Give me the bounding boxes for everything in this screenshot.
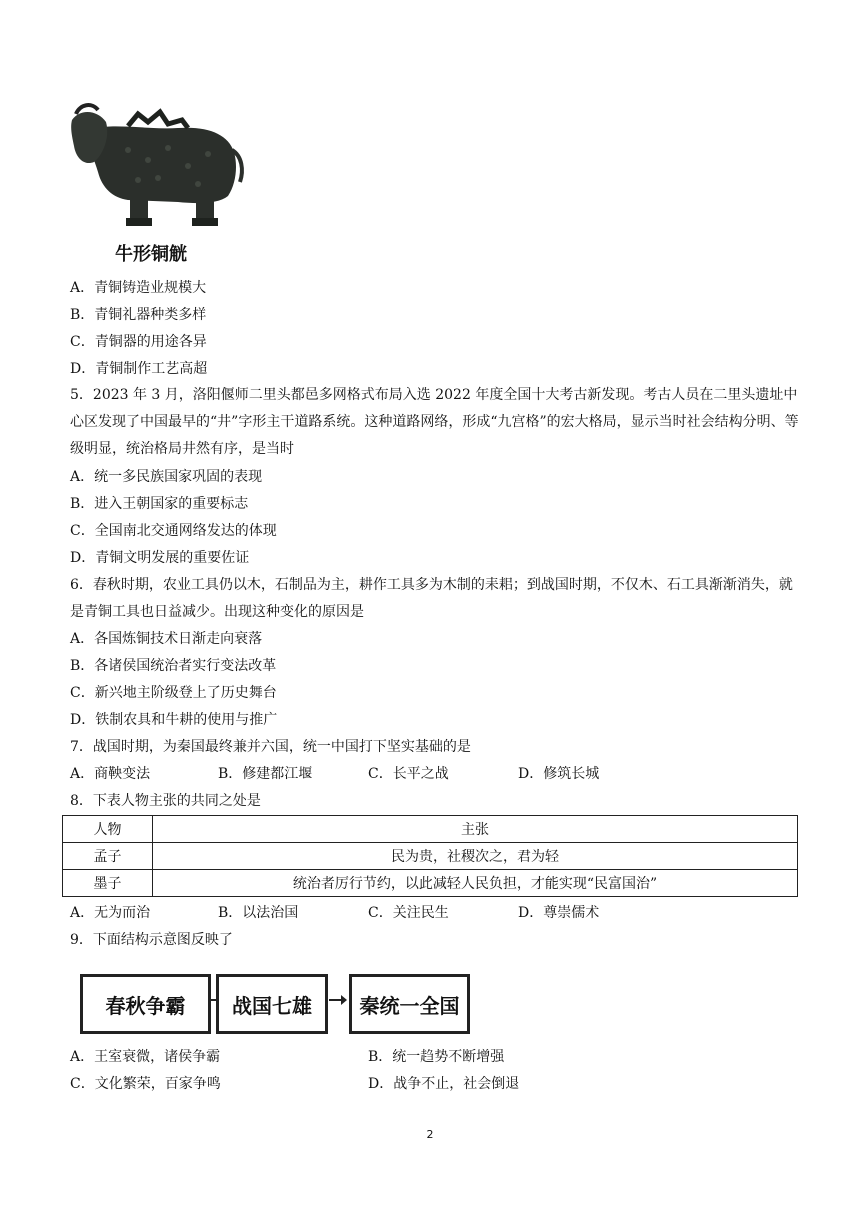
- q8-option-a: A．无为而治: [70, 905, 151, 921]
- table-row: [63, 843, 798, 870]
- q9-option-a: A．王室衰微，诸侯争霸: [70, 1049, 221, 1065]
- q9-stem: 9．下面结构示意图反映了: [70, 932, 233, 948]
- q5-option-b: B．进入王朝国家的重要标志: [70, 496, 249, 512]
- q9-option-d: D．战争不止，社会倒退: [368, 1076, 520, 1092]
- page-number: 2: [426, 1128, 434, 1141]
- table-header-row: [63, 816, 798, 843]
- q9-option-b: B．统一趋势不断增强: [368, 1049, 505, 1065]
- ox-vessel-image: [68, 100, 248, 235]
- q5-stem: 5．2023 年 3 月，洛阳偃师二里头都邑多网格式布局入选 2022 年度全国十大考古新发现。考古人员在二里头遗址中心区发现了中国最早的“井”字形主干道路系统。这种道路网络，形成“九宫格”的宏大格局，显示当时社会结构分明、等级明显，统治格局井然有序，是当时: [70, 387, 799, 457]
- arrow-right-icon: [329, 990, 347, 1010]
- q4-option-c: C．青铜器的用途各异: [70, 334, 207, 350]
- q4-option-a: A．青铜铸造业规模大: [70, 280, 207, 296]
- q8-option-c: C．关注民生: [368, 905, 449, 921]
- table-cell-person: 墨子: [63, 870, 153, 897]
- q6-option-d: D．铁制农具和牛耕的使用与推广: [70, 712, 278, 728]
- q5-option-a: A．统一多民族国家巩固的表现: [70, 469, 263, 485]
- figure-caption: 牛形铜觥: [115, 244, 187, 265]
- q7-option-a: A．商鞅变法: [70, 766, 151, 782]
- q4-option-b: B．青铜礼器种类多样: [70, 307, 207, 323]
- table-row: [63, 870, 798, 897]
- table-cell-claim: 民为贵，社稷次之，君为轻: [153, 843, 798, 870]
- q6-stem: 6．春秋时期，农业工具仍以木，石制品为主，耕作工具多为木制的耒耜；到战国时期，不仅木、石工具渐渐消失，就是青铜工具也日益减少。出现这种变化的原因是: [70, 577, 793, 620]
- q7-option-c: C．长平之战: [368, 766, 449, 782]
- q5-option-c: C．全国南北交通网络发达的体现: [70, 523, 277, 539]
- q8-table: [62, 815, 798, 897]
- q6-option-a: A．各国炼铜技术日渐走向衰落: [70, 631, 263, 647]
- q7-stem: 7．战国时期，为秦国最终兼并六国，统一中国打下坚实基础的是: [70, 739, 471, 755]
- flow-box-qin-unification: 秦统一全国: [349, 974, 470, 1034]
- q4-option-d: D．青铜制作工艺高超: [70, 361, 208, 377]
- table-cell-person: 孟子: [63, 843, 153, 870]
- q6-option-c: C．新兴地主阶级登上了历史舞台: [70, 685, 277, 701]
- q9-option-c: C．文化繁荣，百家争鸣: [70, 1076, 221, 1092]
- q8-option-b: B．以法治国: [218, 905, 299, 921]
- q5-option-d: D．青铜文明发展的重要佐证: [70, 550, 250, 566]
- q8-stem: 8．下表人物主张的共同之处是: [70, 793, 261, 809]
- flow-box-warring-states: 战国七雄: [216, 974, 328, 1034]
- flow-box-spring-autumn: 春秋争霸: [80, 974, 211, 1034]
- table-header-claim: 主张: [153, 816, 798, 843]
- table-header-person: 人物: [63, 816, 153, 843]
- q7-option-d: D．修筑长城: [518, 766, 600, 782]
- q6-option-b: B．各诸侯国统治者实行变法改革: [70, 658, 277, 674]
- q8-option-d: D．尊崇儒术: [518, 905, 600, 921]
- q7-option-b: B．修建都江堰: [218, 766, 313, 782]
- table-cell-claim: 统治者厉行节约，以此减轻人民负担，才能实现“民富国治”: [153, 870, 798, 897]
